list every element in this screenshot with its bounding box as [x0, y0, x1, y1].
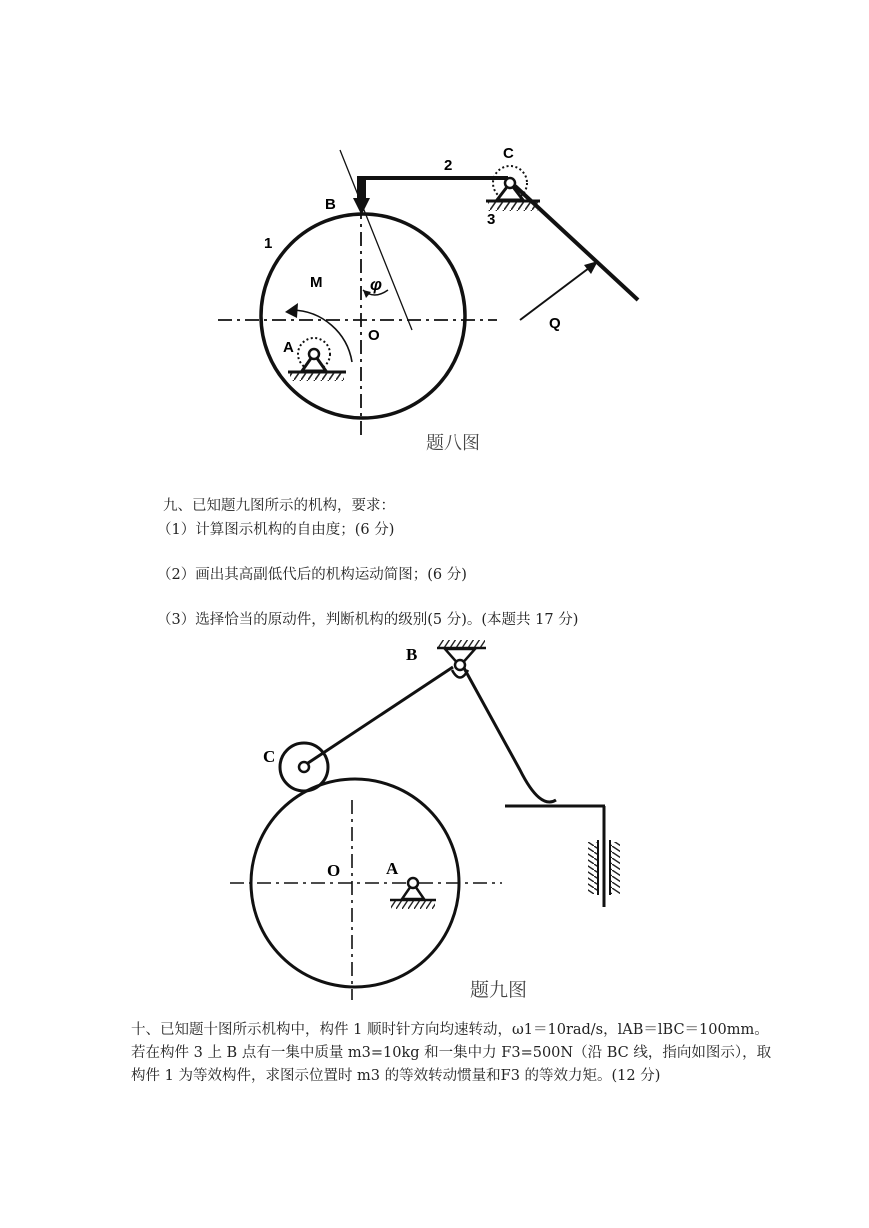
pivot-a-pin-9 [408, 878, 418, 888]
figure-9-caption: 题九图 [470, 979, 528, 1001]
pivot-b-support [445, 649, 475, 666]
force-q-arrow-head [584, 261, 598, 274]
label-a-9: A [386, 859, 399, 878]
label-3: 3 [487, 211, 496, 228]
question-9-item-3: （3）选择恰当的原动件，判断机构的级别(5 分)。(本题共 17 分) [157, 612, 579, 628]
moment-m-arrow-head [285, 303, 298, 318]
pivot-a-support-9 [402, 883, 424, 899]
question-9-item-2: （2）画出其高副低代后的机构运动简图；(6 分) [157, 567, 467, 583]
slider-guide-hatch [588, 842, 597, 894]
label-b: B [325, 196, 336, 213]
question-10-line-1: 十、已知题十图所示机构中，构件 1 顺时针方向均速转动，ω1＝10rad/s，lAB＝lBC＝100mm。 [131, 1022, 769, 1038]
question-10-line-3: 构件 1 为等效构件，求图示位置时 m3 的等效转动惯量和F3 的等效力矩。(12 分) [131, 1068, 661, 1084]
label-o: O [368, 327, 380, 344]
roller-c [280, 743, 328, 791]
pivot-b-hook [452, 670, 468, 678]
label-o-9: O [327, 861, 341, 880]
question-9-title: 九、已知题九图所示的机构，要求： [163, 498, 395, 514]
cam-disk [251, 779, 459, 987]
label-c: C [503, 145, 514, 162]
pivot-b-pin [455, 660, 465, 670]
question-9-item-1: （1）计算图示机构的自由度；(6 分) [157, 522, 395, 538]
label-phi: φ [370, 275, 382, 294]
label-1: 1 [264, 235, 273, 252]
slider-guide-right-hatch [611, 842, 620, 894]
figure-8-diagram [0, 0, 869, 470]
label-b-9: B [406, 645, 418, 664]
label-a: A [283, 339, 294, 356]
figure-8-caption: 题八图 [426, 433, 480, 454]
ground-a-hatch [290, 373, 344, 381]
link-cb [308, 667, 453, 763]
rocker-3 [515, 186, 638, 300]
roller-c-pin [299, 762, 309, 772]
curved-rocker [464, 668, 556, 802]
ground-a-9-hatch [391, 901, 435, 909]
ground-b-hatch [438, 640, 485, 647]
force-q-arrow [520, 265, 593, 320]
label-2: 2 [444, 157, 453, 174]
moment-m-arc [292, 310, 352, 362]
label-m: M [310, 274, 323, 291]
label-c-9: C [263, 747, 276, 766]
label-q: Q [549, 315, 561, 332]
disk-1 [261, 214, 465, 418]
ground-c-hatch [488, 202, 538, 211]
pivot-a-pin [309, 349, 319, 359]
question-10-line-2: 若在构件 3 上 B 点有一集中质量 m3=10kg 和一集中力 F3=500N（沿 BC 线，指向如图示），取 [131, 1045, 772, 1061]
pivot-c-pin [505, 178, 515, 188]
